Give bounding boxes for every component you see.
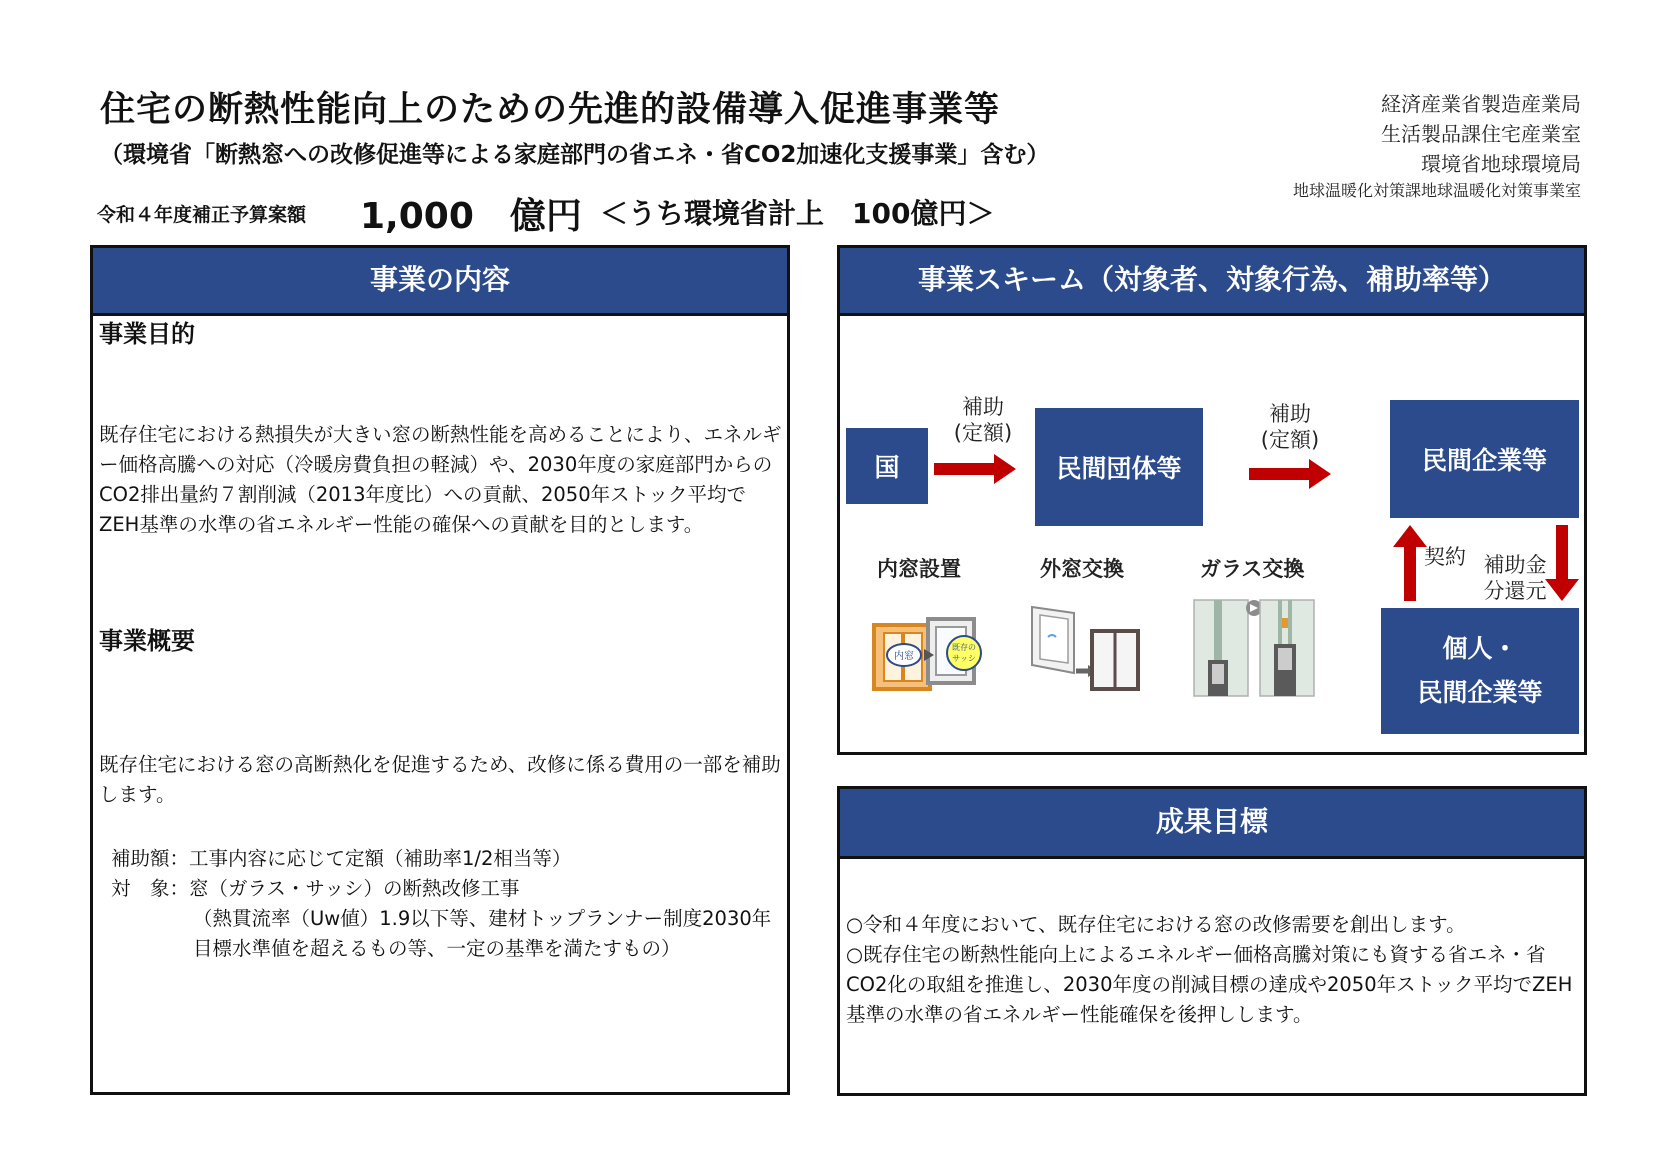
page-title: 住宅の断熱性能向上のための先進的設備導入促進事業等 <box>100 90 1001 130</box>
arrow-label: (定額) <box>953 421 1013 445</box>
budget-amount: 1,000 億円 <box>360 196 582 237</box>
overview-heading: 事業概要 <box>99 627 195 655</box>
refund-label: 補助金 <box>1483 553 1547 577</box>
arrow-label: (定額) <box>1260 428 1320 452</box>
scheme-panel-heading: 事業スキーム（対象者、対象行為、補助率等） <box>840 248 1584 316</box>
work-glass-label: ガラス交換 <box>1200 557 1305 581</box>
contract-label: 契約 <box>1424 545 1466 569</box>
right-arrow-icon <box>1249 459 1331 489</box>
overview-text: 既存住宅における窓の高断熱化を促進するため、改修に係る費用の一部を補助します。 <box>99 753 781 806</box>
org-line: 地球温暖化対策課地球温暖化対策事業室 <box>1292 181 1581 200</box>
budget-label: 令和４年度補正予算案額 <box>97 204 307 226</box>
glass-exchange-illustration <box>1192 598 1316 698</box>
existing-sash-tag: サッシ <box>952 654 976 663</box>
arrow-label: 補助 <box>962 395 1004 419</box>
inner-window-illustration <box>870 613 988 693</box>
right-arrow-icon <box>934 454 1016 484</box>
individual-label: 個人・ <box>1442 634 1518 663</box>
inner-window-tag: 内窓 <box>894 651 914 662</box>
subsidy-target-note: 目標水準値を超えるもの等、一定の基準を満たすもの） <box>193 937 681 960</box>
scheme-country-box: 国 <box>846 428 928 504</box>
content-panel-heading: 事業の内容 <box>93 248 787 316</box>
subsidy-target: 対 象：窓（ガラス・サッシ）の断熱改修工事 <box>111 877 520 900</box>
scheme-panel <box>837 245 1587 755</box>
work-inner-label: 内窓設置 <box>877 557 961 581</box>
goals-panel-heading: 成果目標 <box>840 789 1584 859</box>
goals-panel <box>837 786 1587 1096</box>
subsidy-amount: 補助額：工事内容に応じて定額（補助率1/2相当等） <box>111 847 572 870</box>
refund-label: 分還元 <box>1483 579 1547 603</box>
org-line: 環境省地球環境局 <box>1421 152 1581 176</box>
arrow-label: 補助 <box>1269 402 1311 426</box>
up-arrow-icon <box>1393 525 1427 601</box>
purpose-heading: 事業目的 <box>99 320 195 348</box>
goal-line: ○令和４年度において、既存住宅における窓の改修需要を創出します。 <box>846 913 1466 936</box>
page-subtitle: （環境省「断熱窓への改修促進等による家庭部門の省エネ・省CO2加速化支援事業」含む） <box>100 142 1050 168</box>
org-line: 生活製品課住宅産業室 <box>1381 122 1581 146</box>
content-panel <box>90 245 790 1095</box>
purpose-text: 既存住宅における熱損失が大きい窓の断熱性能を高めることにより、エネルギー価格高騰への対応（冷暖房費負担の軽減）や、2030年度の家庭部門からのCO2排出量約７割削減（2013年度比）への貢献、2050年ストック平均でZEH基準の水準の省エネルギー性能の確保への貢献を目的とします。 <box>99 423 782 536</box>
goal-line: ○既存住宅の断熱性能向上によるエネルギー価格高騰対策にも資する省エネ・省CO2化の取組を推進し、2030年度の削減目標の達成や2050年ストック平均でZEH基準の水準の省エネルギー性能確保を後押しします。 <box>846 943 1573 1026</box>
work-outer-label: 外窓交換 <box>1040 557 1124 581</box>
individual-label: 民間企業等 <box>1417 678 1543 707</box>
scheme-private-group-box: 民間団体等 <box>1035 408 1203 526</box>
scheme-individual-box <box>1381 608 1579 734</box>
outer-window-illustration <box>1030 603 1142 693</box>
org-line: 経済産業省製造産業局 <box>1381 92 1581 116</box>
scheme-private-company-box: 民間企業等 <box>1390 400 1579 518</box>
existing-sash-tag: 既存の <box>952 643 976 652</box>
down-arrow-icon <box>1545 525 1579 601</box>
budget-env-share: ＜うち環境省計上 100億円＞ <box>600 197 995 230</box>
subsidy-target-note: （熱貫流率（Uw値）1.9以下等、建材トップランナー制度2030年 <box>193 907 772 930</box>
